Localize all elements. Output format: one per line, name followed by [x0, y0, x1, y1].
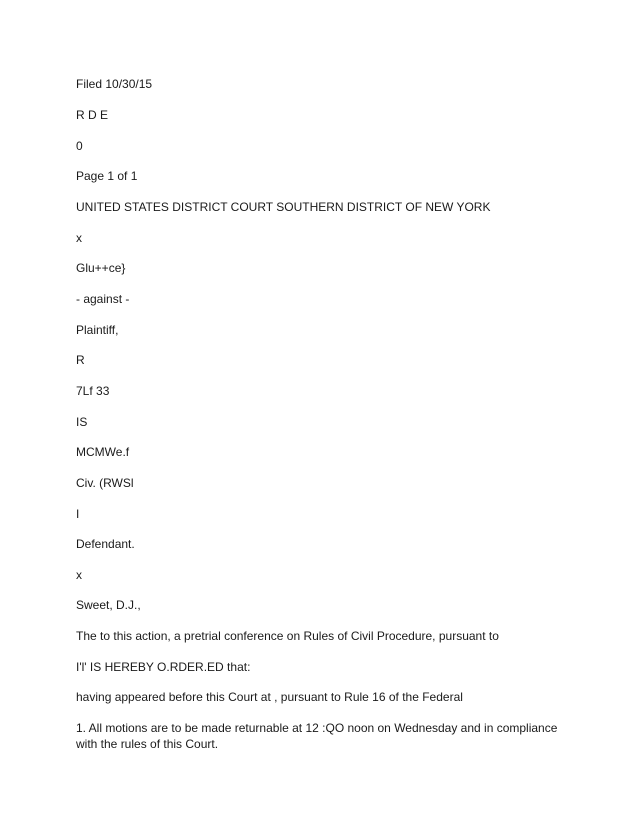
page-number: Page 1 of 1	[76, 169, 138, 183]
stamp-fragment: 0	[76, 139, 83, 153]
body-paragraph: having appeared before this Court at , pursuant to Rule 16 of the Federal	[76, 690, 463, 704]
civil-case-label: Civ. (RWSl	[76, 476, 134, 490]
case-number-fragment: 7Lf 33	[76, 384, 110, 398]
filed-date: Filed 10/30/15	[76, 77, 153, 91]
body-paragraph: The to this action, a pretrial conference on Rules of Civil Procedure, pursuant to	[76, 629, 499, 643]
stamp-fragment: I	[76, 507, 80, 521]
stamp-fragment: R D E	[76, 108, 109, 122]
separator-mark: x	[76, 568, 82, 582]
against-label: - against -	[76, 292, 130, 306]
stamp-fragment: IS	[76, 415, 88, 429]
court-heading: UNITED STATES DISTRICT COURT SOUTHERN DISTRICT OF NEW YORK	[76, 200, 491, 214]
plaintiff-name: Glu++ce}	[76, 261, 126, 275]
stamp-fragment: R	[76, 353, 85, 367]
order-heading: I'l' IS HEREBY O.RDER.ED that:	[76, 660, 251, 674]
defendant-name: MCMWe.f	[76, 445, 130, 459]
judge-name: Sweet, D.J.,	[76, 598, 141, 612]
separator-mark: x	[76, 231, 82, 245]
plaintiff-label: Plaintiff,	[76, 323, 119, 337]
defendant-label: Defendant.	[76, 537, 135, 551]
numbered-paragraph: 1. All motions are to be made returnable at 12 :QO noon on Wednesday and in compliance with the rules of this Court.	[76, 721, 558, 751]
